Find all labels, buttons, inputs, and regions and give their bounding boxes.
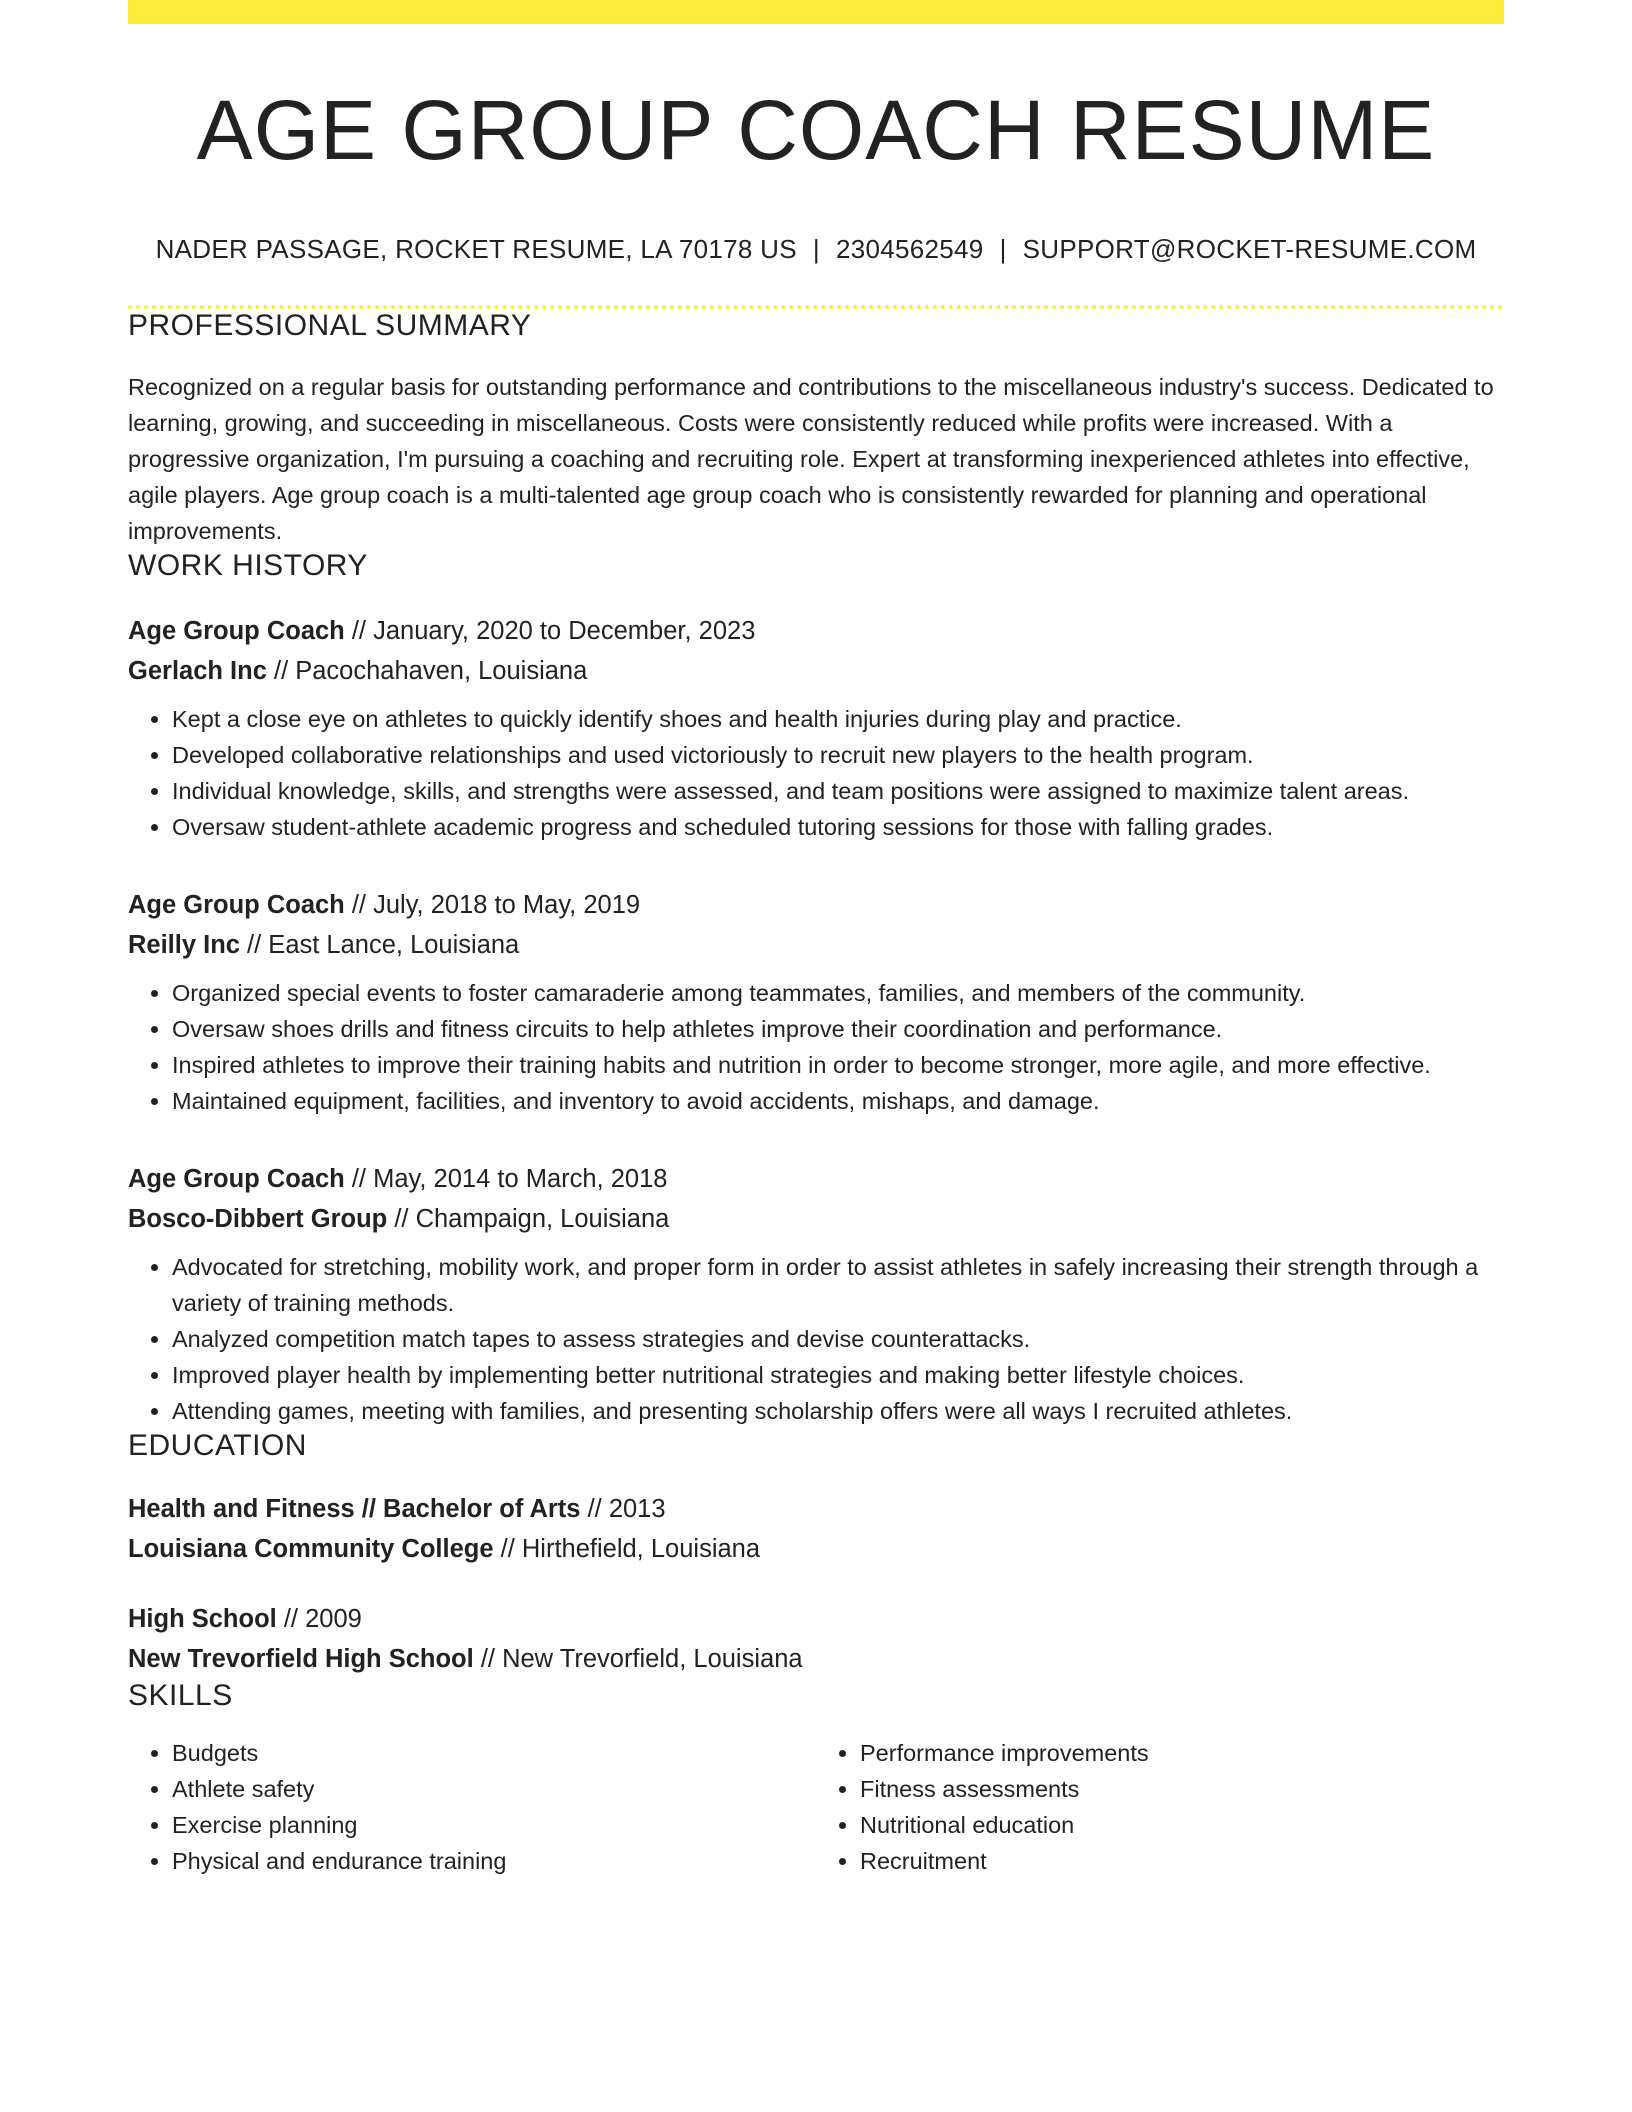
section-title-work: WORK HISTORY (128, 549, 368, 583)
contact-email: SUPPORT@ROCKET-RESUME.COM (1022, 234, 1477, 265)
job-company: Gerlach Inc (128, 657, 267, 686)
edu-school: New Trevorfield High School (128, 1645, 474, 1674)
skill-item: • Performance improvements (860, 1735, 1504, 1771)
job-dates: // July, 2018 to May, 2019 (344, 891, 641, 920)
skill-item: • Athlete safety (172, 1771, 816, 1807)
edu-degree: High School (128, 1605, 277, 1634)
skills-columns (128, 1735, 1504, 1879)
section-title-education: EDUCATION (128, 1429, 307, 1463)
job-location: // Champaign, Louisiana (387, 1205, 670, 1234)
edu-location: // Hirthefield, Louisiana (493, 1535, 761, 1564)
skills-list-left (128, 1735, 816, 1879)
edu-degree-line (128, 1599, 1504, 1639)
job-location: // Pacochahaven, Louisiana (266, 657, 588, 686)
contact-phone: 2304562549 (835, 234, 984, 265)
job-role-line (128, 611, 1504, 651)
contact-separator: | (812, 234, 820, 265)
skill-item: • Physical and endurance training (172, 1843, 816, 1879)
job-company: Reilly Inc (128, 931, 240, 960)
list-item: • Inspired athletes to improve their training habits and nutrition in order to become stronger, more agile, and more effective. (172, 1047, 1504, 1083)
job-company-line (128, 925, 1504, 965)
job-company: Bosco-Dibbert Group (128, 1205, 388, 1234)
list-item: • Improved player health by implementing better nutritional strategies and making better lifestyle choices. (172, 1357, 1504, 1393)
section-title-skills: SKILLS (128, 1679, 233, 1713)
job-entry (128, 1159, 1504, 1429)
edu-year: // 2013 (580, 1495, 666, 1524)
job-bullets (128, 975, 1504, 1119)
list-item: • Kept a close eye on athletes to quickly identify shoes and health injuries during play and practice. (172, 701, 1504, 737)
job-company-line (128, 651, 1504, 691)
list-item: • Oversaw shoes drills and fitness circuits to help athletes improve their coordination and performance. (172, 1011, 1504, 1047)
job-bullets (128, 1249, 1504, 1429)
top-accent-bar (128, 0, 1504, 24)
contact-line (128, 234, 1504, 265)
section-title-summary: PROFESSIONAL SUMMARY (128, 309, 532, 343)
skills-list-right (816, 1735, 1504, 1879)
job-entry (128, 611, 1504, 845)
edu-school: Louisiana Community College (128, 1535, 494, 1564)
skill-item: • Fitness assessments (860, 1771, 1504, 1807)
job-role: Age Group Coach (128, 1165, 345, 1194)
job-company-line (128, 1199, 1504, 1239)
list-item: • Developed collaborative relationships and used victoriously to recruit new players to the health program. (172, 737, 1504, 773)
education-entry (128, 1599, 1504, 1679)
contact-separator: | (999, 234, 1007, 265)
skill-item: • Nutritional education (860, 1807, 1504, 1843)
edu-year: // 2009 (276, 1605, 362, 1634)
job-location: // East Lance, Louisiana (239, 931, 520, 960)
skill-item: • Budgets (172, 1735, 816, 1771)
job-role-line (128, 1159, 1504, 1199)
edu-location: // New Trevorfield, Louisiana (473, 1645, 803, 1674)
list-item: • Organized special events to foster camaraderie among teammates, families, and members of the community. (172, 975, 1504, 1011)
edu-school-line (128, 1639, 1504, 1679)
job-role-line (128, 885, 1504, 925)
list-item: • Maintained equipment, facilities, and inventory to avoid accidents, mishaps, and damage. (172, 1083, 1504, 1119)
list-item: • Oversaw student-athlete academic progress and scheduled tutoring sessions for those with falling grades. (172, 809, 1504, 845)
resume-page (128, 0, 1504, 1879)
summary-text: Recognized on a regular basis for outstanding performance and contributions to the miscellaneous industry's success. Dedicated to learning, growing, and succeeding in miscellaneous. Costs were consistently reduced while profits were increased. With a progressive organization, I'm pursuing a coaching and recruiting role. Expert at transforming inexperienced athletes into effective, agile players. Age group coach is a multi-talented age group coach who is consistently rewarded for planning and operational improvements. (128, 374, 1494, 545)
list-item: • Advocated for stretching, mobility work, and proper form in order to assist athletes in safely increasing their strength through a variety of training methods. (172, 1249, 1504, 1321)
edu-degree: Health and Fitness // Bachelor of Arts (128, 1495, 581, 1524)
job-bullets (128, 701, 1504, 845)
resume-title: AGE GROUP COACH RESUME (196, 83, 1436, 177)
job-entry (128, 885, 1504, 1119)
job-dates: // January, 2020 to December, 2023 (344, 617, 756, 646)
list-item: • Analyzed competition match tapes to assess strategies and devise counterattacks. (172, 1321, 1504, 1357)
skill-item: • Recruitment (860, 1843, 1504, 1879)
contact-address: NADER PASSAGE, ROCKET RESUME, LA 70178 US (155, 234, 797, 265)
skill-item: • Exercise planning (172, 1807, 816, 1843)
edu-school-line (128, 1529, 1504, 1569)
job-dates: // May, 2014 to March, 2018 (344, 1165, 668, 1194)
job-role: Age Group Coach (128, 617, 345, 646)
edu-degree-line (128, 1489, 1504, 1529)
job-role: Age Group Coach (128, 891, 345, 920)
education-entry (128, 1489, 1504, 1569)
list-item: • Attending games, meeting with families, and presenting scholarship offers were all ways I recruited athletes. (172, 1393, 1504, 1429)
list-item: • Individual knowledge, skills, and strengths were assessed, and team positions were assigned to maximize talent areas. (172, 773, 1504, 809)
